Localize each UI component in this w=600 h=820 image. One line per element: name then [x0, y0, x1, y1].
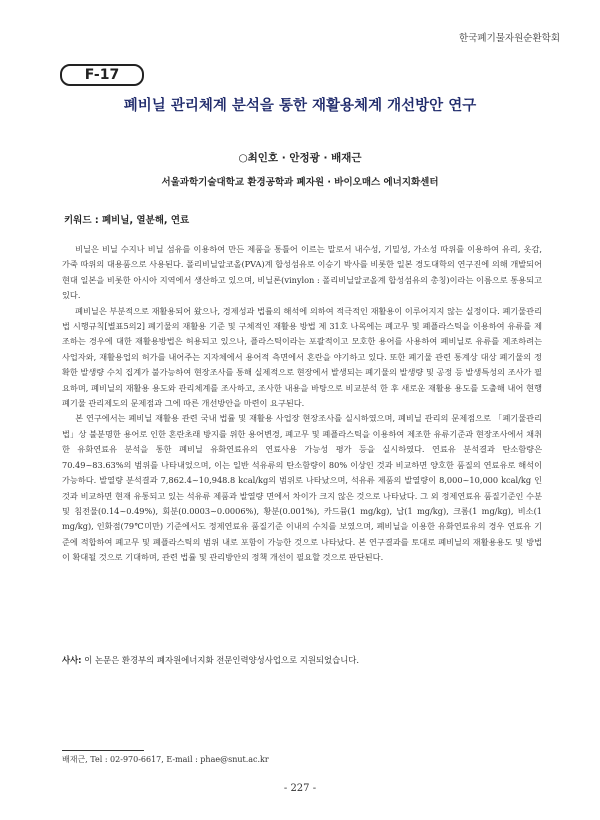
body-paragraph: 본 연구에서는 폐비닐 재활용 관련 국내 법률 및 재활용 사업장 현장조사를 실시하였으며, 폐비닐 관리의 문제점으로 「폐기물관리법」상 불분명한 용어로 인한 혼란초래 방지를 위한 용어변경, 폐고무 및 폐플라스틱을 이용하여 제조한 유류기준과 현장조사에서 채취한 유화연료유 분석을 통한 폐비닐 유화연료유의 연료사용 가능성 평가 등을 실시하였다. 연료유 분석결과 탄소함량은 70.49~83.63%의 범위를 나타내었으며, 이는 일반 석유류의 탄소함량이 80% 이상인 것과 비교하면 양호한 품질의 연료유로 해석이 가능하다. 발열량 분석결과 7,862.4~10,948.8 kcal/kg의 범위로 나타났으며, 석유류 제품의 발열량이 8,000~10,000 kcal/kg 인 것과 비교하면 현재 유통되고 있는 석유류 제품과 발열량 면에서 차이가 크지 않은 것으로 나타났다. 그 외 정제연료유 품질기준인 수분 및 침전물(0.14~0.49%), 회분(0.0003~0.0006%), 황분(0.001%), 카드뮴(1 mg/kg), 납(1 mg/kg), 크롬(1 mg/kg), 비소(1 mg/kg), 인화점(79℃미만) 기준에서도 정제연료유 품질기준 이내의 수치를 보였으며, 폐비닐을 이용한 유화연료유의 경우 연료유 기준에 적합하여 폐고무 및 폐플라스틱의 범위 내로 포함이 가능한 것으로 나타났다. 본 연구결과를 토대로 폐비닐의 재활용용도 및 방법이 확대될 것으로 기대하며, 관련 법률 및 관리방안의 정책 개선이 필요할 것으로 판단된다. — [62, 413, 542, 563]
page-number: - 227 - — [283, 783, 317, 794]
paper-code-badge: F-17 — [60, 64, 144, 86]
paper-title: 폐비닐 관리체계 분석을 통한 재활용체계 개선방안 연구 — [123, 98, 477, 114]
keywords-value: 폐비닐, 열분해, 연료 — [101, 215, 190, 226]
body-paragraph: 비닐은 비닐 수지나 비닐 섬유를 이용하여 만든 제품을 통틀어 이르는 말로서 내수성, 기밀성, 가소성 따위를 이용하여 유리, 옷감, 가죽 따위의 대용품으로 사용된다. 폴리비닐알코올(PVA)계 합성섬유로 이승기 박사를 비롯한 일본 경도대학의 연구진에 의해 개발되어 현대 일본을 비롯한 아시아 지역에서 생산하고 있으며, 비닐론(vinylon : 폴리비닐알코올계 합성섬유의 총칭)이라는 이름으로 통용되고 있다. — [62, 244, 542, 301]
footnote-divider — [62, 750, 144, 751]
acknowledgment-label: 사사: — [62, 655, 82, 665]
keywords-label: 키워드 : — [64, 215, 102, 226]
body-paragraph: 폐비닐은 부분적으로 재활용되어 왔으나, 경제성과 법률의 해석에 의하여 적극적인 재활용이 이루어지지 않는 실정이다. 폐기물관리법 시행규칙[별표5의2] 폐기물의 재활용 기준 및 구체적인 재활용 방법 제 31호 나목에는 폐고무 및 폐플라스틱을 이용하여 유류를 제조하는 경우에 대한 재활용방법은 허용되고 있으나, 플라스틱이라는 포괄적이고 모호한 용어를 사용하여 폐비닐로 유류를 제조하려는 사업자와, 재활용업의 허가를 내어주는 지자체에서 용어적 측면에서 혼란을 야기하고 있다. 또한 폐기물 관련 통계상 대상 폐기물의 정확한 발생량 수치 집계가 불가능하여 현장조사를 통해 실제적으로 현장에서 발생되는 폐기물의 발생량 및 공정 등 발생특성의 조사가 필요하며, 폐비닐의 재활용 용도와 관리체계를 조사하고, 조사한 내용을 바탕으로 비교분석 한 후 새로운 재활용 용도를 도출해 내어 현행 폐기물 관리제도의 문제점과 그에 따른 개선방안을 마련이 요구된다. — [62, 305, 542, 409]
acknowledgment — [62, 654, 542, 666]
journal-name: 한국폐기물자원순환학회 — [459, 33, 560, 44]
keywords-line — [64, 212, 189, 226]
abstract-body — [62, 242, 542, 566]
paper-authors: ○최인호 · 안정광 · 배재근 — [238, 152, 362, 164]
footnote: 배재근, Tel : 02-970-6617, E-mail : phae@snut.ac.kr — [62, 755, 269, 764]
acknowledgment-text: 이 논문은 환경부의 폐자원에너지화 전문인력양성사업으로 지원되었습니다. — [81, 655, 360, 665]
paper-affiliation: 서울과학기술대학교 환경공학과 폐자원 · 바이오매스 에너지화센터 — [161, 177, 439, 188]
